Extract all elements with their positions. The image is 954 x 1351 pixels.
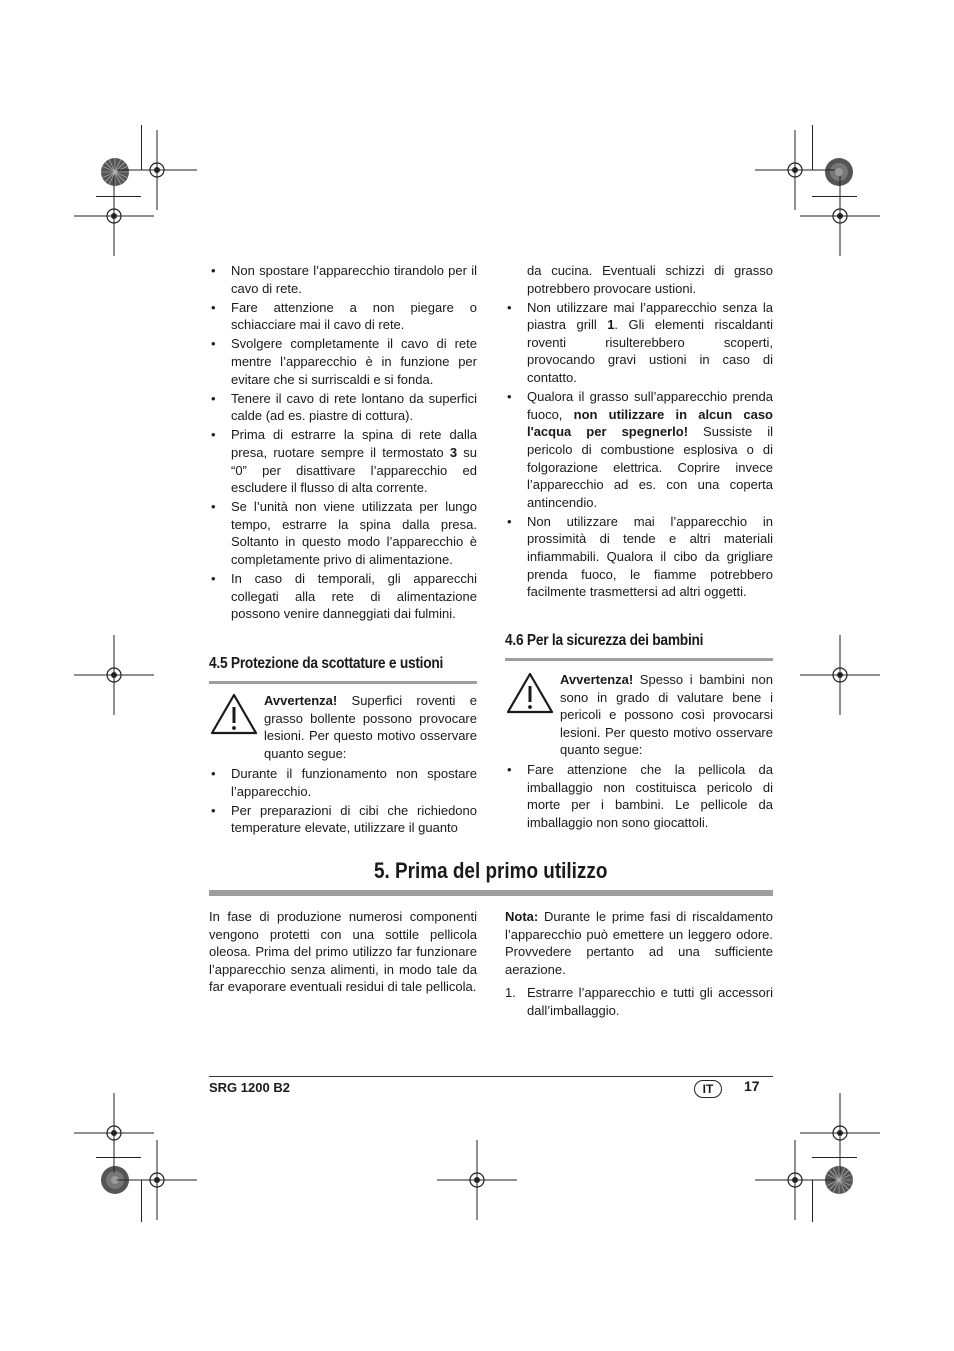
text: Superfici roventi e grasso bollente possono provocare lesioni. Per questo motivo osservare quanto segue: [264, 693, 477, 761]
registration-mark-icon [800, 635, 880, 715]
safety-bullet-list-2 [505, 299, 773, 601]
section5-left [209, 908, 477, 1002]
trim-line [812, 1157, 857, 1158]
registration-mark-icon [800, 176, 880, 256]
list-item: • Non utilizzare mai l’apparecchio in prossimità di tende e altri materiali infiammabili. Qualora il cibo da grigliare prenda fuoco, le fiamme potrebbero facilmente trasmettersi ad altri oggetti. [505, 513, 773, 601]
step-text: Estrarre l’apparecchio e tutti gli accessori dall’imballaggio. [527, 985, 773, 1018]
text: Sussiste il pericolo di combustione esplosiva o di folgorazione elettrica. Coprire invece l’apparecchio ad es. con una coperta antincendio. [527, 424, 773, 510]
text: Non utilizzare mai l’apparecchio senza la piastra grill [527, 299, 773, 333]
page-number: 17 [744, 1078, 760, 1094]
list-item: • Fare attenzione che la pellicola da imballaggio non costituisca pericolo di morte per i bambini. Le pellicole da imballaggio non sono giocattoli. [505, 761, 773, 831]
list-item: • In caso di temporali, gli apparecchi collegati alla rete di alimentazione possono venire danneggiati dai fulmini. [209, 570, 477, 623]
heading-rule [505, 658, 773, 661]
trim-line [141, 1180, 142, 1222]
language-badge: IT [694, 1080, 722, 1098]
note-paragraph [505, 908, 773, 978]
list-item: • Fare attenzione a non piegare o schiacciare mai il cavo di rete. [209, 299, 477, 334]
warning-triangle-icon [209, 692, 259, 736]
list-item [209, 426, 477, 496]
note-label: Nota: [505, 909, 539, 924]
trim-line [812, 125, 813, 170]
heading-rule [209, 681, 477, 684]
list-item: • Tenere il cavo di rete lontano da superfici calde (ad es. piastre di cottura). [209, 390, 477, 425]
step-number: 1. [505, 985, 516, 1001]
warning-label: Avvertenza! [560, 672, 634, 687]
text: Qualora il grasso sull’apparecchio prenda fuoco, [527, 389, 773, 422]
text: . Gli elementi riscaldanti roventi risulterebbero scoperti, provocando gravi ustioni in caso di contatto. [527, 317, 773, 386]
text: Durante le prime fasi di riscaldamento l’apparecchio può emettere un leggero odore. Provvedere pertanto ad una sufficiente aerazione. [505, 909, 773, 977]
continued-text: da cucina. Eventuali schizzi di grasso potrebbero provocare ustioni. [527, 263, 773, 296]
safety-bullet-list [209, 262, 477, 623]
list-item: • Durante il funzionamento non spostare l’apparecchio. [209, 765, 477, 800]
left-column-lower [209, 765, 477, 838]
warning-triangle-icon [505, 671, 555, 715]
part-number: 3 [449, 444, 458, 460]
registration-mark-icon [117, 1140, 197, 1220]
list-item: • Per preparazioni di cibi che richiedono temperature elevate, utilizzare il guanto [209, 802, 477, 837]
registration-mark-icon [437, 1140, 517, 1220]
text: su “0” per disattivare l’apparecchio ed escludere il flusso di alta corrente. [231, 444, 478, 496]
child-safety-bullet-list [505, 761, 773, 831]
emphasis: non utilizzare in alcun caso l'acqua per spegnerlo! [527, 406, 773, 440]
chapter-heading [209, 858, 773, 884]
registration-mark-icon [74, 635, 154, 715]
list-item [505, 299, 773, 387]
trim-line [812, 1180, 813, 1222]
part-number: 1 [607, 317, 615, 333]
trim-line [96, 196, 141, 197]
trim-line [812, 196, 857, 197]
warning-text [264, 692, 477, 762]
trim-line [96, 1157, 141, 1158]
left-column [209, 262, 477, 624]
warning-label: Avvertenza! [264, 693, 338, 708]
list-item: • Svolgere completamente il cavo di rete mentre l’apparecchio è in funzione per evitare che si surriscaldi e si fonda. [209, 335, 477, 388]
registration-mark-icon [755, 1140, 835, 1220]
list-item: • Se l’unità non viene utilizzata per lungo tempo, estrarre la spina dalla presa. Soltanto in questo modo l’apparecchio è completamente privo di alimentazione. [209, 498, 477, 568]
trim-line [141, 125, 142, 170]
text: Prima di estrarre la spina di rete dalla presa, ruotare sempre il termostato [231, 427, 477, 460]
warning-block [209, 692, 477, 762]
section-heading-4-5: 4.5 Protezione da scottature e ustioni [209, 655, 444, 672]
section-heading-4-6: 4.6 Per la sicurezza dei bambini [505, 632, 704, 649]
footer-model: SRG 1200 B2 [209, 1080, 290, 1095]
right-column [505, 262, 773, 602]
burn-bullet-list [209, 765, 477, 837]
right-column-lower [505, 761, 773, 833]
chapter-rule [209, 890, 773, 896]
steps-list [505, 984, 773, 1019]
warning-block [505, 671, 773, 759]
text: Spesso i bambini non sono in grado di valutare bene i pericoli e possono così provocarsi lesioni. Per questo motivo osservare quanto segue: [560, 672, 773, 758]
list-item [505, 388, 773, 511]
warning-text [560, 671, 773, 759]
section5-right [505, 908, 773, 1020]
footer-rule [209, 1076, 773, 1077]
step-item [505, 984, 773, 1019]
registration-mark-icon [74, 176, 154, 256]
intro-paragraph: In fase di produzione numerosi componenti vengono protetti con una sottile pellicola oleosa. Prima del primo utilizzo far funzionare l’apparecchio senza alimenti, in modo tale da far evaporare eventuali residui di tale pellicola. [209, 909, 477, 995]
list-item: • Non spostare l’apparecchio tirandolo per il cavo di rete. [209, 262, 477, 297]
chapter-title: 5. Prima del primo utilizzo [374, 858, 608, 883]
